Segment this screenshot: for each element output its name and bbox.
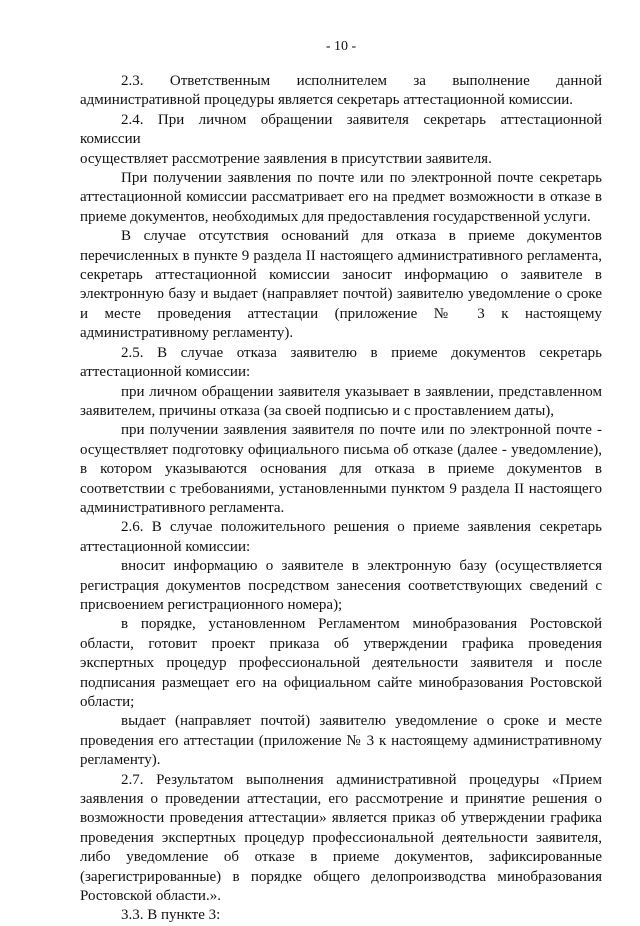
paragraph-database-entry [80, 557, 602, 615]
paragraph-first-line: В случае отсутствия оснований для отказа в приеме документов [121, 228, 602, 245]
paragraph-text: аттестационной комиссии рассматривает его на предмет возможности в отказе в приеме документов, необходимых для предоставления государственной услуги. [80, 189, 602, 225]
paragraph-first-line: 2.3. Ответственным исполнителем за выполнение данной [121, 73, 602, 89]
paragraph-2-4 [80, 111, 602, 169]
paragraph-2-5 [80, 344, 602, 383]
paragraph-mail-receipt [80, 169, 602, 227]
paragraph-first-line: 2.4. При личном обращении заявителя секретарь аттестационной комиссии [80, 111, 602, 148]
paragraph-text: осуществляет рассмотрение заявления в присутствии заявителя. [80, 150, 492, 167]
paragraph-first-line: вносит информацию о заявителе в электронную базу (осуществляется [121, 558, 602, 575]
paragraph-2-7 [80, 771, 602, 907]
paragraph-first-line: 2.5. В случае отказа заявителю в приеме документов секретарь [121, 344, 602, 361]
paragraph-text: административной процедуры является секретарь аттестационной комиссии. [80, 92, 574, 109]
paragraph-text: заявления о проведении аттестации, его рассмотрение и принятие решения о возможности проведения аттестации» является приказ об утверждении графика проведения экспертных процедур профессиональной деятельности заявителя, либо уведомление об отказе в приеме документов, зафиксированные (зарегистрированные) в порядке общего делопроизводства минобразования Ростовской области.». [80, 791, 602, 905]
paragraph-personal-refusal [80, 383, 602, 422]
page-number: - 10 - [325, 39, 357, 54]
paragraph-text: заявителем, причины отказа (за своей подписью и с проставлением даты), [80, 402, 555, 419]
paragraph-mail-refusal [80, 421, 602, 518]
paragraph-order-draft [80, 615, 602, 712]
paragraph-2-6 [80, 518, 602, 557]
paragraph-first-line: 2.6. В случае положительного решения о приеме заявления секретарь [121, 519, 602, 536]
paragraph-first-line: при получении заявления заявителя по почте или по электронной почте - [121, 422, 602, 439]
paragraph-text: области, готовит проект приказа об утверждении графика проведения экспертных процедур профессиональной деятельности заявителя и после подписания размещает его на официальном сайте минобразования Ростовской области; [80, 635, 602, 710]
paragraph-text: перечисленных в пункте 9 раздела II настоящего административного регламента, секретарь аттестационной комиссии заносит информацию о заявителе в электронную базу и выдает (направляет почтой) заявителю уведомление о сроке и месте проведения аттестации (приложение № 3 к настоящему административному регламенту). [80, 247, 602, 342]
paragraph-2-3 [80, 72, 602, 111]
paragraph-notification [80, 712, 602, 770]
paragraph-no-grounds [80, 227, 602, 343]
paragraph-first-line: в порядке, установленном Регламентом минобразования Ростовской [121, 616, 602, 633]
paragraph-text: осуществляет подготовку официального письма об отказе (далее - уведомление), в котором указываются основания для отказа в приеме документов в соответствии с требованиями, установленными пунктом 9 раздела II настоящего административного регламента. [80, 441, 602, 516]
paragraph-first-line: при личном обращении заявителя указывает в заявлении, представленном [121, 383, 602, 400]
paragraph-text: проведения его аттестации (приложение № 3 к настоящему административному регламенту). [80, 732, 602, 769]
paragraph-first-line: При получении заявления по почте или по электронной почте секретарь [121, 170, 602, 187]
paragraph-text: аттестационной комиссии: [80, 364, 251, 381]
paragraph-text: аттестационной комиссии: [80, 538, 251, 555]
paragraph-text: регистрация документов посредством занесения соответствующих сведений с присвоением регистрационного номера); [80, 577, 602, 613]
paragraph-first-line: выдает (направляет почтой) заявителю уведомление о сроке и месте [121, 713, 602, 730]
paragraph-first-line: 3.3. В пункте 3: [121, 907, 221, 924]
paragraph-3-3 [80, 906, 602, 925]
paragraph-first-line: 2.7. Результатом выполнения административной процедуры «Прием [121, 771, 602, 788]
